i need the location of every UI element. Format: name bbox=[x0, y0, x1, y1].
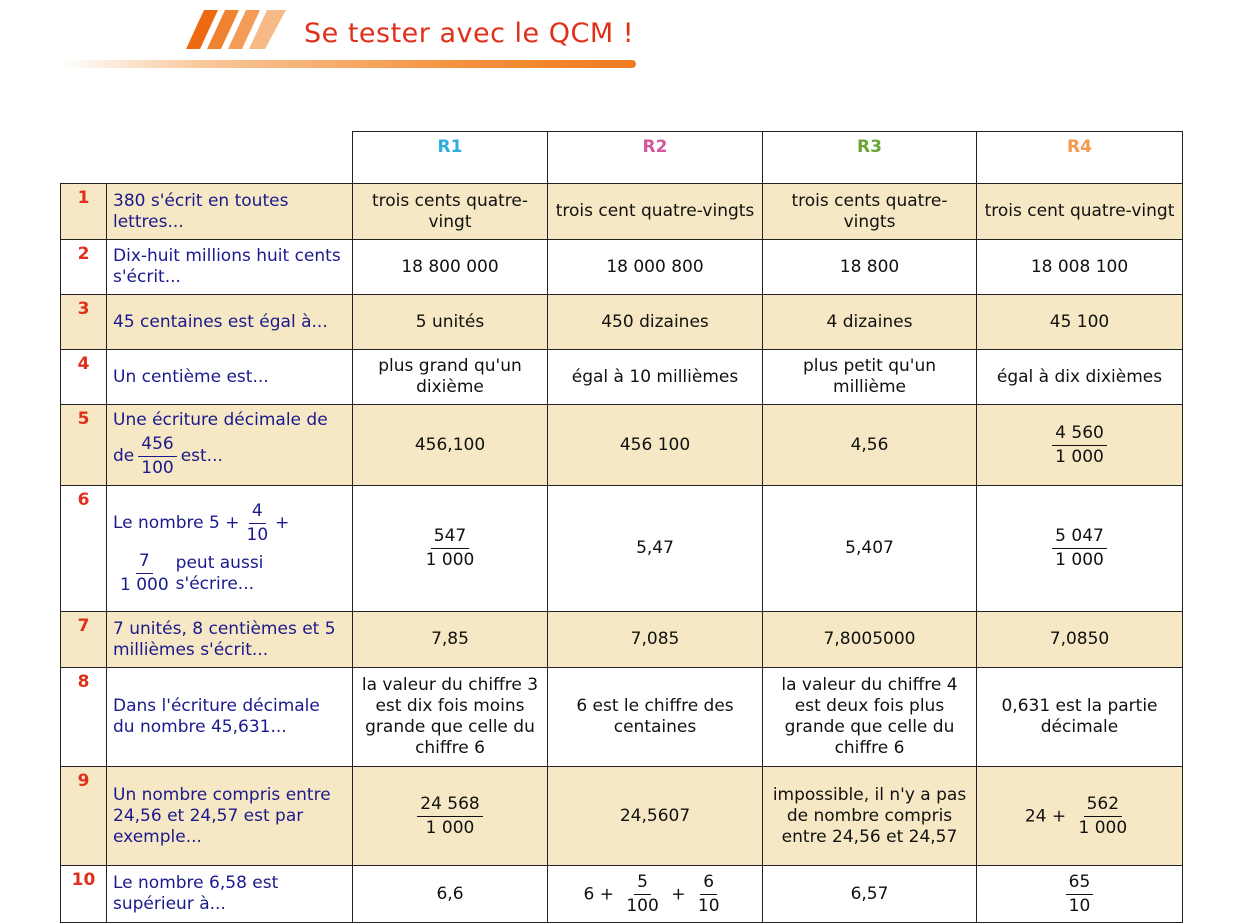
question-number: 10 bbox=[61, 866, 107, 923]
question-number: 4 bbox=[61, 350, 107, 405]
answer-r3: 18 800 bbox=[763, 240, 977, 295]
answer-r4 bbox=[977, 486, 1183, 612]
answer-r2: 5,47 bbox=[548, 486, 763, 612]
answer-r1: 18 800 000 bbox=[353, 240, 548, 295]
answer-r4 bbox=[977, 866, 1183, 923]
answer-r2: 450 dizaines bbox=[548, 295, 763, 350]
table-row bbox=[61, 767, 1183, 866]
fraction: 7 1 000 bbox=[120, 551, 169, 595]
answer-r2: 6 est le chiffre des centaines bbox=[548, 668, 763, 767]
answer-r1: 6,6 bbox=[353, 866, 548, 923]
question-number: 2 bbox=[61, 240, 107, 295]
answer-r4: 0,631 est la partie décimale bbox=[977, 668, 1183, 767]
table-row bbox=[61, 668, 1183, 767]
answer-r1 bbox=[353, 767, 548, 866]
table-row bbox=[61, 350, 1183, 405]
table-row bbox=[61, 405, 1183, 486]
answer-r2: 456 100 bbox=[548, 405, 763, 486]
answer-r4 bbox=[977, 405, 1183, 486]
answer-r4: 18 008 100 bbox=[977, 240, 1183, 295]
fraction: $\frac{4 560}{1 000}$ bbox=[1052, 422, 1107, 469]
qcm-table bbox=[60, 131, 1183, 923]
answer-r3: 4 dizaines bbox=[763, 295, 977, 350]
answer-r2: 18 000 800 bbox=[548, 240, 763, 295]
answer-r4: trois cent quatre-vingt bbox=[977, 184, 1183, 240]
answer-r2: 24,5607 bbox=[548, 767, 763, 866]
fraction: $\frac{6}{10}$ bbox=[697, 871, 720, 916]
fraction: $\frac{5 047}{1 000}$ bbox=[1052, 525, 1107, 572]
table-row bbox=[61, 612, 1183, 668]
answer-r4: égal à dix dixièmes bbox=[977, 350, 1183, 405]
fraction: $\frac{65}{10}$ bbox=[1066, 871, 1094, 918]
question-text: Dix-huit millions huit cents s'écrit... bbox=[107, 240, 353, 295]
table-row bbox=[61, 295, 1183, 350]
question-text: Le nombre 5 + $\frac{4}{10}$ + 7 1 000 peut aussi s'écrire... bbox=[107, 486, 353, 612]
page-header bbox=[60, 8, 660, 70]
answer-r3: trois cents quatre-vingts bbox=[763, 184, 977, 240]
stripes-decoration-icon bbox=[60, 8, 300, 58]
question-text-de: de bbox=[113, 446, 135, 466]
fraction: $\frac{4}{10}$ bbox=[246, 501, 269, 545]
answer-r1: plus grand qu'un dixième bbox=[353, 350, 548, 405]
answer-r1: 7,85 bbox=[353, 612, 548, 668]
table-row bbox=[61, 866, 1183, 923]
answer-r1: la valeur du chiffre 3 est dix fois moins grande que celle du chiffre 6 bbox=[353, 668, 548, 767]
answer-r1: 5 unités bbox=[353, 295, 548, 350]
table-row bbox=[61, 240, 1183, 295]
answer-r2: égal à 10 millièmes bbox=[548, 350, 763, 405]
table-row bbox=[61, 184, 1183, 240]
question-text: 45 centaines est égal à... bbox=[107, 295, 353, 350]
column-header-r4: R4 bbox=[977, 132, 1183, 184]
column-header-r2: R2 bbox=[548, 132, 763, 184]
question-number: 8 bbox=[61, 668, 107, 767]
question-text: Le nombre 6,58 est supérieur à... bbox=[107, 866, 353, 923]
answer-r3: 5,407 bbox=[763, 486, 977, 612]
question-number: 3 bbox=[61, 295, 107, 350]
answer-r3: 4,56 bbox=[763, 405, 977, 486]
answer-r1 bbox=[353, 486, 548, 612]
question-number: 5 bbox=[61, 405, 107, 486]
answer-r2: trois cent quatre-vingts bbox=[548, 184, 763, 240]
question-text: Un nombre compris entre 24,56 et 24,57 est par exemple... bbox=[107, 767, 353, 866]
answer-r2: 7,085 bbox=[548, 612, 763, 668]
question-number: 1 bbox=[61, 184, 107, 240]
question-text: Un centième est... bbox=[107, 350, 353, 405]
fraction: $\frac{5}{100}$ bbox=[626, 871, 659, 916]
fraction: $\frac{547}{1 000}$ bbox=[425, 526, 475, 570]
question-text: Dans l'écriture décimale du nombre 45,631... bbox=[107, 668, 353, 767]
question-text: Une écriture décimale de de 456 100 est... bbox=[107, 405, 353, 486]
page-title: Se tester avec le QCM ! bbox=[304, 18, 635, 49]
answer-r1: trois cents quatre-vingt bbox=[353, 184, 548, 240]
answer-r3: la valeur du chiffre 4 est deux fois plus grande que celle du chiffre 6 bbox=[763, 668, 977, 767]
answer-r4: 45 100 bbox=[977, 295, 1183, 350]
answer-r3: plus petit qu'un millième bbox=[763, 350, 977, 405]
answer-r4: 7,0850 bbox=[977, 612, 1183, 668]
question-text: 7 unités, 8 centièmes et 5 millièmes s'écrit... bbox=[107, 612, 353, 668]
question-text: 380 s'écrit en toutes lettres... bbox=[107, 184, 353, 240]
question-number: 6 bbox=[61, 486, 107, 612]
answer-r2: 6 + $\frac{5}{100}$ + $\frac{6}{10}$ bbox=[548, 866, 763, 923]
column-header-r3: R3 bbox=[763, 132, 977, 184]
answer-r3: 6,57 bbox=[763, 866, 977, 923]
question-number: 7 bbox=[61, 612, 107, 668]
fraction: $\frac{562}{1 000}$ bbox=[1078, 793, 1128, 838]
fraction: $\frac{24 568}{1 000}$ bbox=[417, 793, 482, 840]
title-underline bbox=[60, 60, 636, 68]
header-row bbox=[61, 132, 1183, 184]
question-number: 9 bbox=[61, 767, 107, 866]
table-row bbox=[61, 486, 1183, 612]
answer-r3: impossible, il n'y a pas de nombre compris entre 24,56 et 24,57 bbox=[763, 767, 977, 866]
answer-r1: 456,100 bbox=[353, 405, 548, 486]
fraction: 456 100 bbox=[138, 433, 176, 480]
answer-r4: 24 + $\frac{562}{1 000}$ bbox=[977, 767, 1183, 866]
answer-r3: 7,8005000 bbox=[763, 612, 977, 668]
column-header-r1: R1 bbox=[353, 132, 548, 184]
